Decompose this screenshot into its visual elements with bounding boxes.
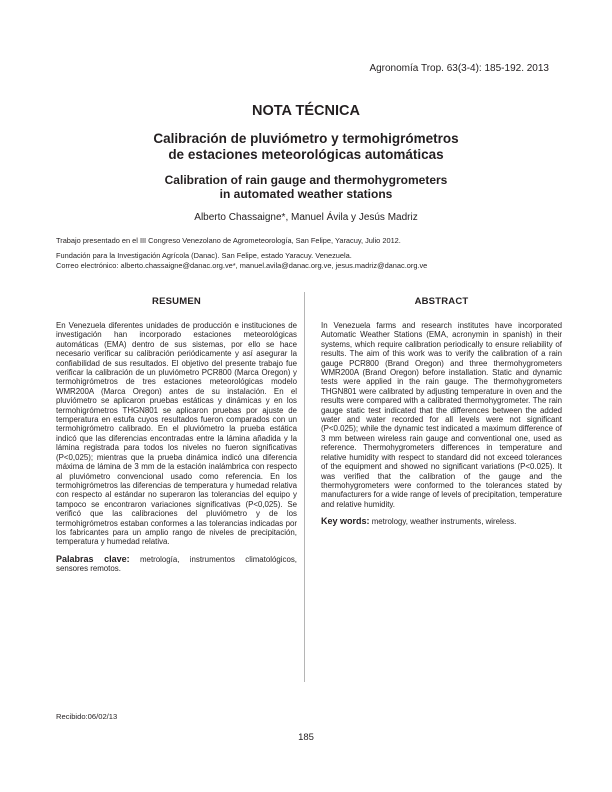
title-spanish-line-2: de estaciones meteorológicas automáticas: [168, 147, 444, 162]
abstract-keywords-label: Key words:: [321, 516, 370, 527]
abstract-column: [321, 296, 562, 527]
resumen-body: En Venezuela diferentes unidades de producción e instituciones de investigación han incorporado estaciones meteorológicas automáticas (EMA) dentro de sus sistemas, por ello se hace necesario verificar su calibración periódicamente y así asegurar la confiabilidad de sus resultados. El objetivo del presente trabajo fue verificar la calibración de un pluviómetro PCR800 (Marca Oregon) y termohigrómetros de tres estaciones meteorológicas modelo WMR200A (Marca Oregon) antes de su instalación. En el pluviómetro se aplicaron pruebas estáticas y dinámicas y en los termohigrómetros THGN801 se aplicaron pruebas por ajuste de temperatura en estufa cuyos resultados fueron comparados con un termohigrómetro calibrado. En el pluviómetro la prueba estática indicó que las diferencias encontradas entre la lámina añadida y la lámina registrada para todos los niveles no fueron significativas (P<0,025); mientras que la prueba dinámica indicó una diferencia máxima de lámina de 3 mm de la estación inalámbrica con respecto al pluviómetro convencional usado como referencia. En los termohigrómetros las diferencias de temperatura y humedad relativa con respecto al estándar no superaron las tolerancias del equipo y tampoco se encontraron variaciones significativas (P<0,025). Se verificó que las calibraciones del pluviómetro y de los termohigrómetros estaban conformes a las tolerancias indicadas por los fabricantes para un amplio rango de niveles de precipitación, temperatura y humedad relativa.: [56, 321, 297, 547]
authors: Alberto Chassaigne*, Manuel Ávila y Jesús Madriz: [194, 212, 418, 223]
title-spanish: [0, 131, 612, 163]
resumen-keywords-text: metrología, instrumentos climatológicos, sensores remotos.: [56, 554, 298, 574]
received-date: Recibido:06/02/13: [56, 712, 118, 721]
abstract-keywords: [321, 517, 562, 526]
title-english-line-1: Calibration of rain gauge and thermohygrometers: [164, 173, 448, 187]
title-english: [0, 173, 612, 201]
section-title: NOTA TÉCNICA: [252, 103, 360, 119]
presented-note: Trabajo presentado en el III Congreso Venezolano de Agrometeorología, San Felipe, Yaracuy, Julio 2012.: [56, 236, 401, 245]
abstract-body: In Venezuela farms and research institutes have incorporated Automatic Weather Stations (EMA, acronymin in spanish) in their systems, which require calibration periodically to ensure reliability of results. The aim of this work was to verify the calibration of a rain gauge PCR800 (Brand Oregon) and three thermohygrometers WMR200A (Brand Oregon) before installation. Static and dynamic tests were applied in the rain gauge. The thermohygrometers THGN801 were calibrated by adjusting temperature in oven and the results were compared with a calibrated thermohygrometer. The rain gauge static test indicated that the differences between the added water and water recorded for all levels were not significant (P<0.025); while the dynamic test indicated a maximum difference of 3 mm between wireless rain gauge and conventional one, used as reference. Thermohygrometers differences in temperature and relative humidity with respect to standard did not exceed tolerances of the equipment and showed no significant variations (P<0.025). It was verified that the calibration of the gauge and the thermohygrometers were conformed to the tolerances stated by manufacturers for a wide range of levels of precipitation, temperature and relative humidity.: [321, 321, 562, 509]
email-note: Correo electrónico: alberto.chassaigne@danac.org.ve*, manuel.avila@danac.org.ve, jesus.madriz@danac.org.ve: [56, 261, 428, 270]
resumen-column: [56, 296, 297, 574]
title-english-line-2: in automated weather stations: [219, 187, 393, 201]
abstract-keywords-text: metrology, weather instruments, wireless.: [369, 517, 517, 527]
column-divider: [304, 292, 305, 682]
affiliation-note: Fundación para la Investigación Agrícola (Danac). San Felipe, estado Yaracuy. Venezuela.: [56, 251, 352, 260]
journal-reference: Agronomía Trop. 63(3-4): 185-192. 2013: [369, 63, 549, 74]
author-notes: [56, 236, 556, 271]
abstract-heading: ABSTRACT: [414, 296, 469, 307]
resumen-heading: RESUMEN: [152, 296, 201, 307]
page-number: 185: [298, 732, 314, 743]
resumen-keywords: [56, 555, 297, 574]
title-spanish-line-1: Calibración de pluviómetro y termohigrómetros: [153, 131, 459, 146]
resumen-keywords-label: Palabras clave:: [56, 553, 130, 564]
